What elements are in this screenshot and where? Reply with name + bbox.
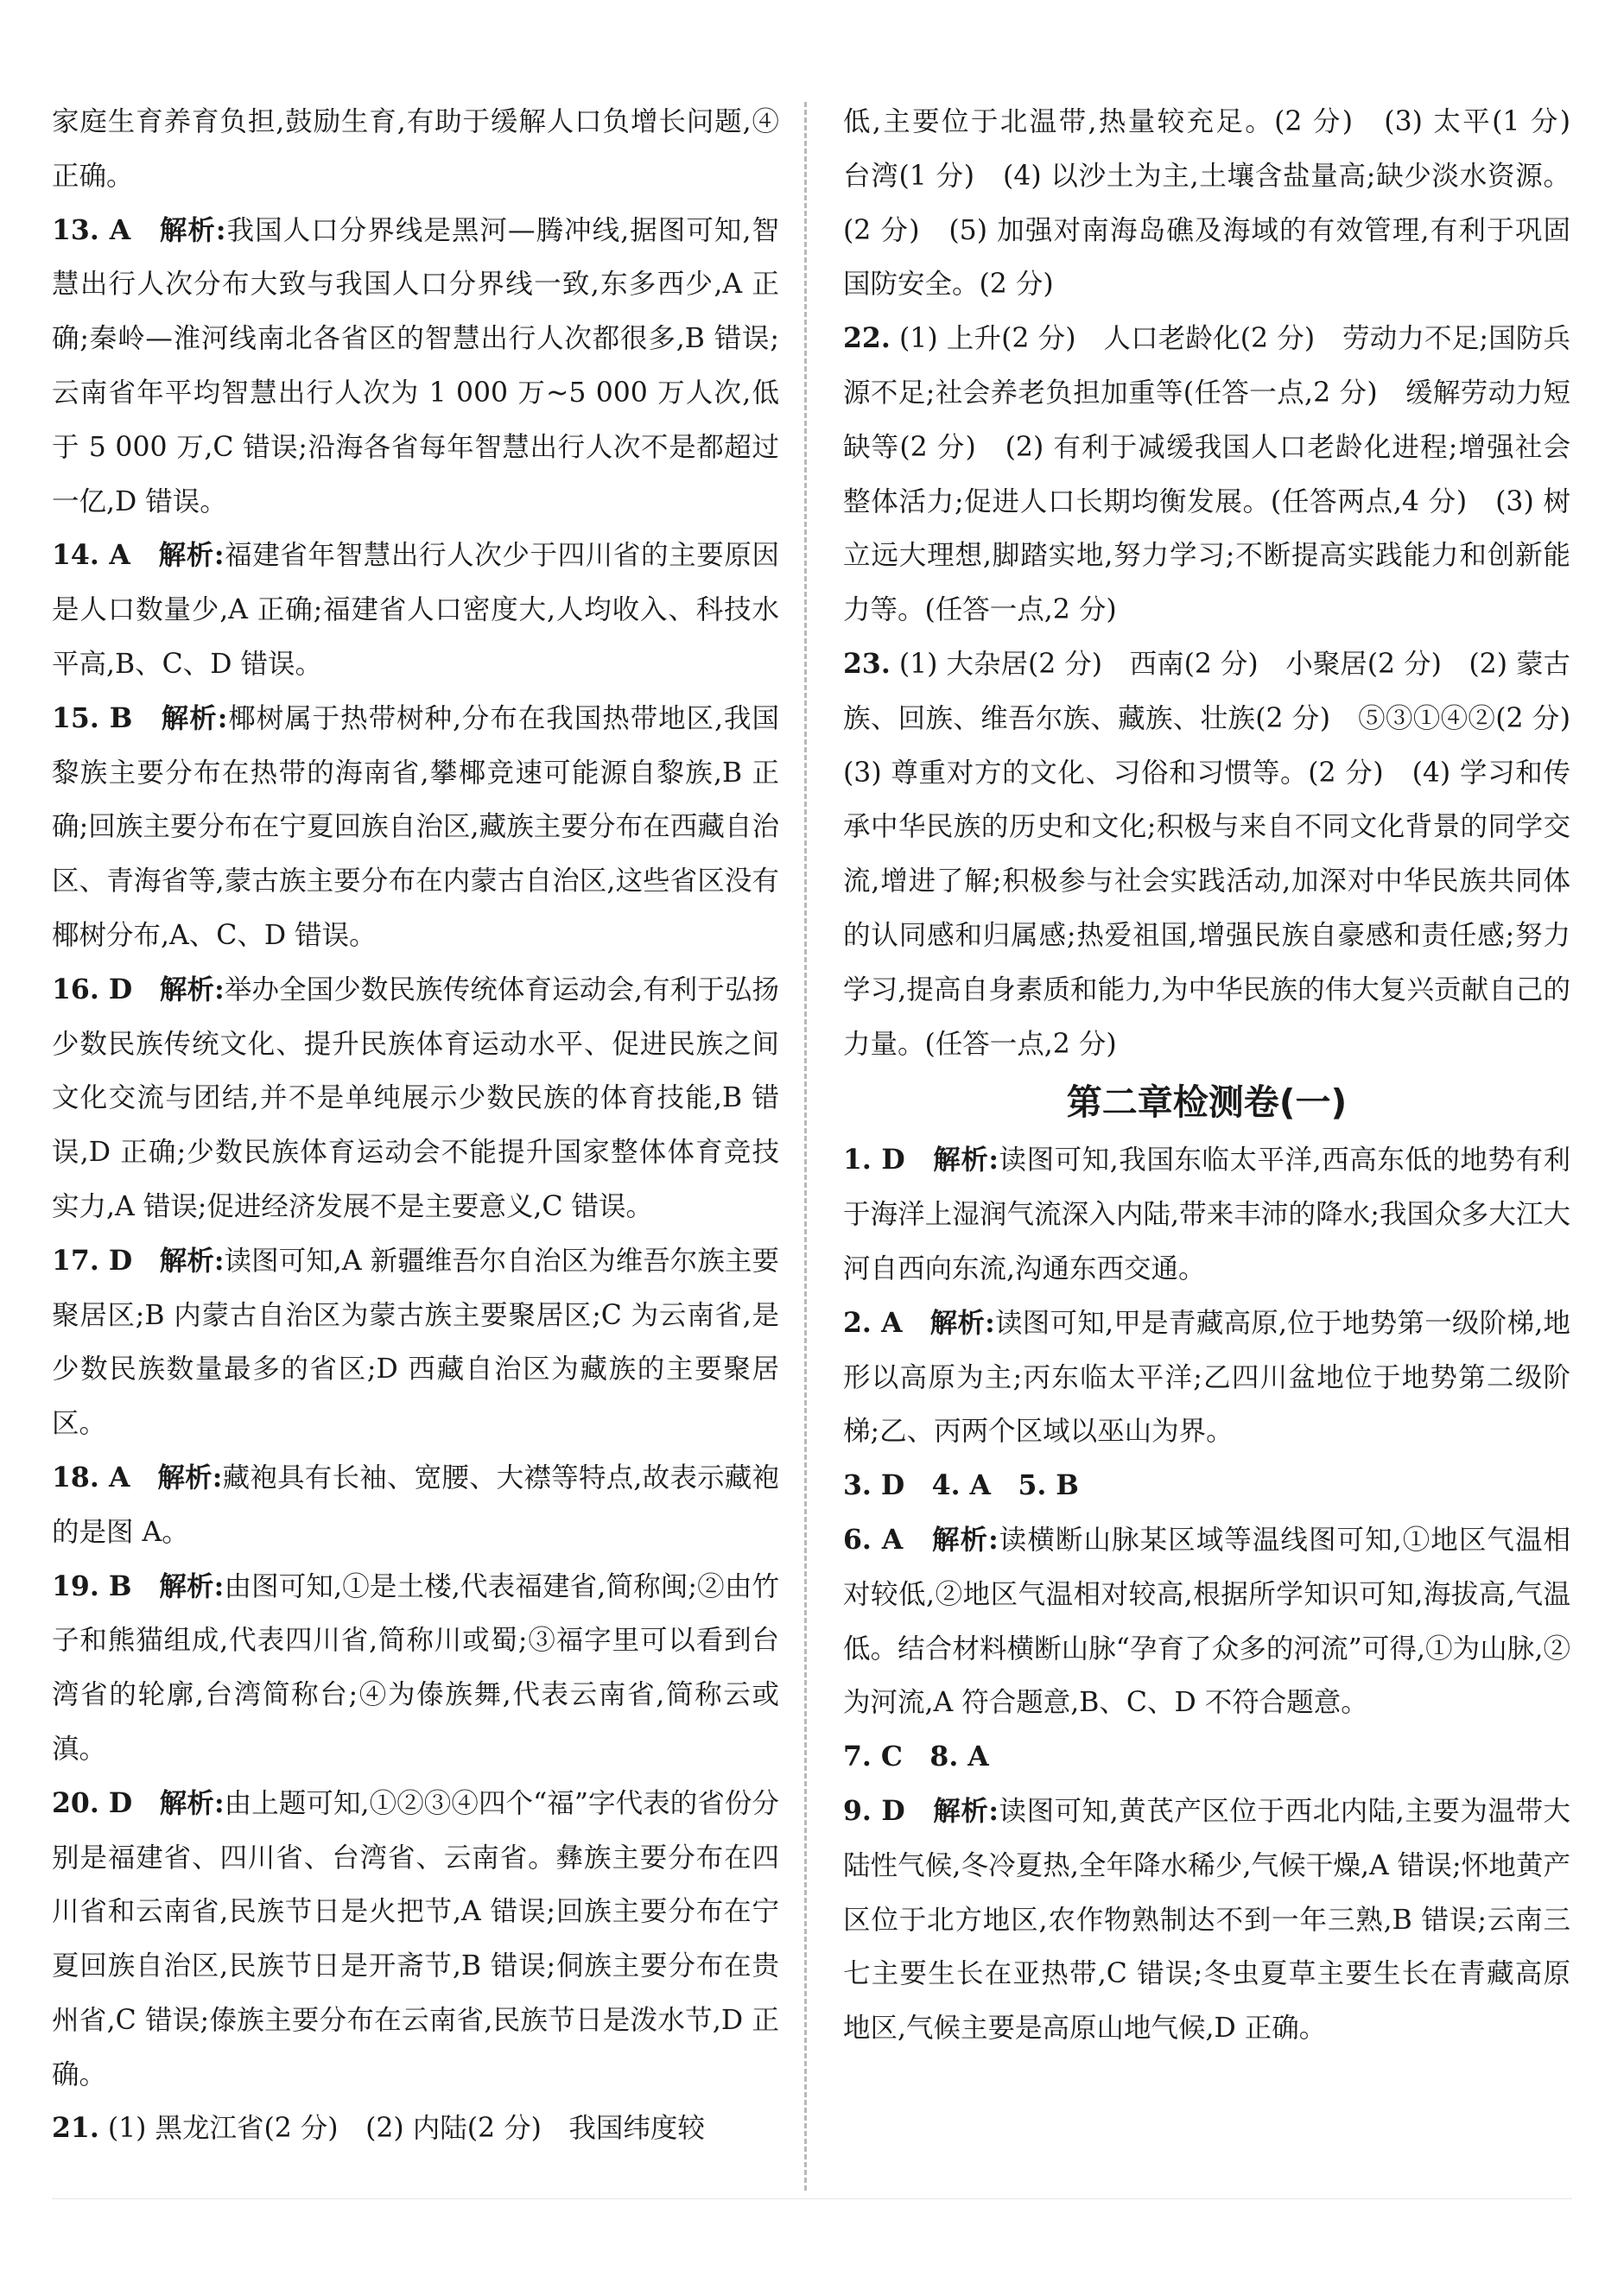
answer-label: 16. D 解析: xyxy=(52,973,225,1005)
answer-label: 21. xyxy=(52,2112,99,2145)
answer-text: (1) 黑龙江省(2 分) (2) 内陆(2 分) 我国纬度较 xyxy=(98,2113,705,2145)
answer-item xyxy=(52,963,779,1234)
answer-label: 6. A 解析: xyxy=(843,1523,999,1556)
column-divider xyxy=(804,102,807,2191)
answer-item xyxy=(52,529,779,691)
answer-text: 由图可知,①是土楼,代表福建省,简称闽;②由竹子和熊猫组成,代表四川省,简称川或蜀;③福字里可以看到台湾省的轮廓,台湾简称台;④为傣族舞,代表云南省,简称云或滇。 xyxy=(52,1570,779,1765)
answer-label: 2. A 解析: xyxy=(843,1306,995,1339)
bottom-rule xyxy=(52,2198,1572,2199)
answer-text: 由上题可知,①②③④四个“福”字代表的省份分别是福建省、四川省、台湾省、云南省。彝族主要分布在四川省和云南省,民族节日是火把节,A 错误;回族主要分布在宁夏回族自治区,民族节日是开斋节,B 错误;侗族主要分布在贵州省,C 错误;傣族主要分布在云南省,民族节日是泼水节,D 正确。 xyxy=(52,1787,779,2090)
answer-text: 我国人口分界线是黑河—腾冲线,据图可知,智慧出行人次分布大致与我国人口分界线一致,东多西少,A 正确;秦岭—淮河线南北各省区的智慧出行人次都很多,B 错误;云南省年平均智慧出行人次为 1 000 万~5 000 万人次,低于 5 000 万,C 错误;沿海各省每年智慧出行人次不是都超过一亿,D 错误。 xyxy=(52,214,779,517)
answer-label: 23. xyxy=(843,647,891,680)
answer-item xyxy=(843,1785,1570,2056)
answer-text: 福建省年智慧出行人次少于四川省的主要原因是人口数量少,A 正确;福建省人口密度大,人均收入、科技水平高,B、C、D 错误。 xyxy=(52,540,779,680)
answer-label: 14. A 解析: xyxy=(52,539,225,572)
answer-item xyxy=(52,1234,779,1451)
answer-item xyxy=(843,95,1598,312)
answer-item xyxy=(52,1451,779,1560)
answer-text: 读图可知,A 新疆维吾尔自治区为维吾尔族主要聚居区;B 内蒙古自治区为蒙古族主要聚居区;C 为云南省,是少数民族数量最多的省区;D 西藏自治区为藏族的主要聚居区。 xyxy=(52,1245,779,1440)
answer-item xyxy=(52,204,779,530)
answer-label: 17. D 解析: xyxy=(52,1244,225,1277)
answer-text: 读图可知,黄芪产区位于西北内陆,主要为温带大陆性气候,冬冷夏热,全年降水稀少,气候干燥,A 错误;怀地黄产区位于北方地区,农作物熟制达不到一年三熟,B 错误;云南三七主要生长在亚热带,C 错误;冬虫夏草主要生长在青藏高原地区,气候主要是高原山地气候,D 正确。 xyxy=(843,1795,1570,2045)
answer-item xyxy=(52,692,779,963)
answer-text: 藏袍具有长袖、宽腰、大襟等特点,故表示藏袍的是图 A。 xyxy=(52,1462,779,1548)
answer-label: 7. C 8. A xyxy=(843,1741,989,1773)
answer-label: 1. D 解析: xyxy=(843,1144,999,1176)
answer-label: 19. B 解析: xyxy=(52,1570,225,1602)
answer-label: 22. xyxy=(843,322,891,355)
answer-item xyxy=(52,1777,779,2102)
answer-item xyxy=(843,1513,1570,1730)
answer-item xyxy=(52,95,779,204)
answer-text: (1) 上升(2 分) 人口老龄化(2 分) 劳动力不足;国防兵源不足;社会养老负担加重等(任答一点,2 分) 缓解劳动力短缺等(2 分) (2) 有利于减缓我国人口老龄化进程;增强社会整体活力;促进人口长期均衡发展。(任答两点,4 分) (3) 树立远大理想,脚踏实地,努力学习;不断提高实践能力和创新能力等。(任答一点,2 分) xyxy=(843,323,1570,626)
answer-text: 举办全国少数民族传统体育运动会,有利于弘扬少数民族传统文化、提升民族体育运动水平、促进民族之间文化交流与团结,并不是单纯展示少数民族的体育技能,B 错误,D 正确;少数民族体育运动会不能提升国家整体体育竞技实力,A 错误;促进经济发展不是主要意义,C 错误。 xyxy=(52,973,779,1222)
answer-item xyxy=(843,637,1598,1071)
answer-text: 椰树属于热带树种,分布在我国热带地区,我国黎族主要分布在热带的海南省,攀椰竞速可能源自黎族,B 正确;回族主要分布在宁夏回族自治区,藏族主要分布在西藏自治区、青海省等,蒙古族主要分布在内蒙古自治区,这些省区没有椰树分布,A、C、D 错误。 xyxy=(52,702,779,951)
answer-item xyxy=(843,1459,1570,1513)
answer-text: (1) 大杂居(2 分) 西南(2 分) 小聚居(2 分) (2) 蒙古族、回族、维吾尔族、藏族、壮族(2 分) ⑤③①④②(2 分) (3) 尊重对方的文化、习俗和习惯等。(2 分) (4) 学习和传承中华民族的历史和文化;积极与来自不同文化背景的同学交流,增进了解;积极参与社会实践活动,加深对中华民族共同体的认同感和归属感;热爱祖国,增强民族自豪感和责任感;努力学习,提高自身素质和能力,为中华民族的伟大复兴贡献自己的力量。(任答一点,2 分) xyxy=(843,648,1598,1060)
answer-text: 读图可知,我国东临太平洋,西高东低的地势有利于海洋上湿润气流深入内陆,带来丰沛的降水;我国众多大江大河自西向东流,沟通东西交通。 xyxy=(843,1145,1570,1284)
section-title: 第二章检测卷(一) xyxy=(1066,1081,1348,1124)
answer-label: 13. A 解析: xyxy=(52,213,226,246)
answer-item xyxy=(843,1133,1570,1296)
answer-label: 9. D 解析: xyxy=(843,1794,999,1827)
answer-item xyxy=(52,1560,779,1777)
answer-item xyxy=(843,312,1570,637)
answer-label: 20. D 解析: xyxy=(52,1786,225,1819)
left-column xyxy=(52,95,779,2156)
answer-item xyxy=(843,1730,1570,1785)
answer-text: 读图可知,甲是青藏高原,位于地势第一级阶梯,地形以高原为主;丙东临太平洋;乙四川盆地位于地势第二级阶梯;乙、丙两个区域以巫山为界。 xyxy=(843,1307,1570,1448)
answer-item xyxy=(843,1297,1570,1459)
answer-text: 家庭生育养育负担,鼓励生育,有助于缓解人口负增长问题,④正确。 xyxy=(52,106,779,192)
right-column xyxy=(843,95,1598,2056)
answer-label: 3. D 4. A 5. B xyxy=(843,1469,1079,1502)
answer-text: 读横断山脉某区域等温线图可知,①地区气温相对较低,②地区气温相对较高,根据所学知识可知,海拔高,气温低。结合材料横断山脉“孕育了众多的河流”可得,①为山脉,②为河流,A 符合题意,B、C、D 不符合题意。 xyxy=(843,1524,1571,1719)
answer-item xyxy=(52,2102,779,2156)
answer-label: 15. B 解析: xyxy=(52,701,228,734)
answer-text: 低,主要位于北温带,热量较充足。(2 分) (3) 太平(1 分) 台湾(1 分) (4) 以沙土为主,土壤含盐量高;缺少淡水资源。(2 分) (5) 加强对南海岛礁及海域的有效管理,有利于巩固国防安全。(2 分) xyxy=(843,106,1598,301)
answer-label: 18. A 解析: xyxy=(52,1461,223,1493)
